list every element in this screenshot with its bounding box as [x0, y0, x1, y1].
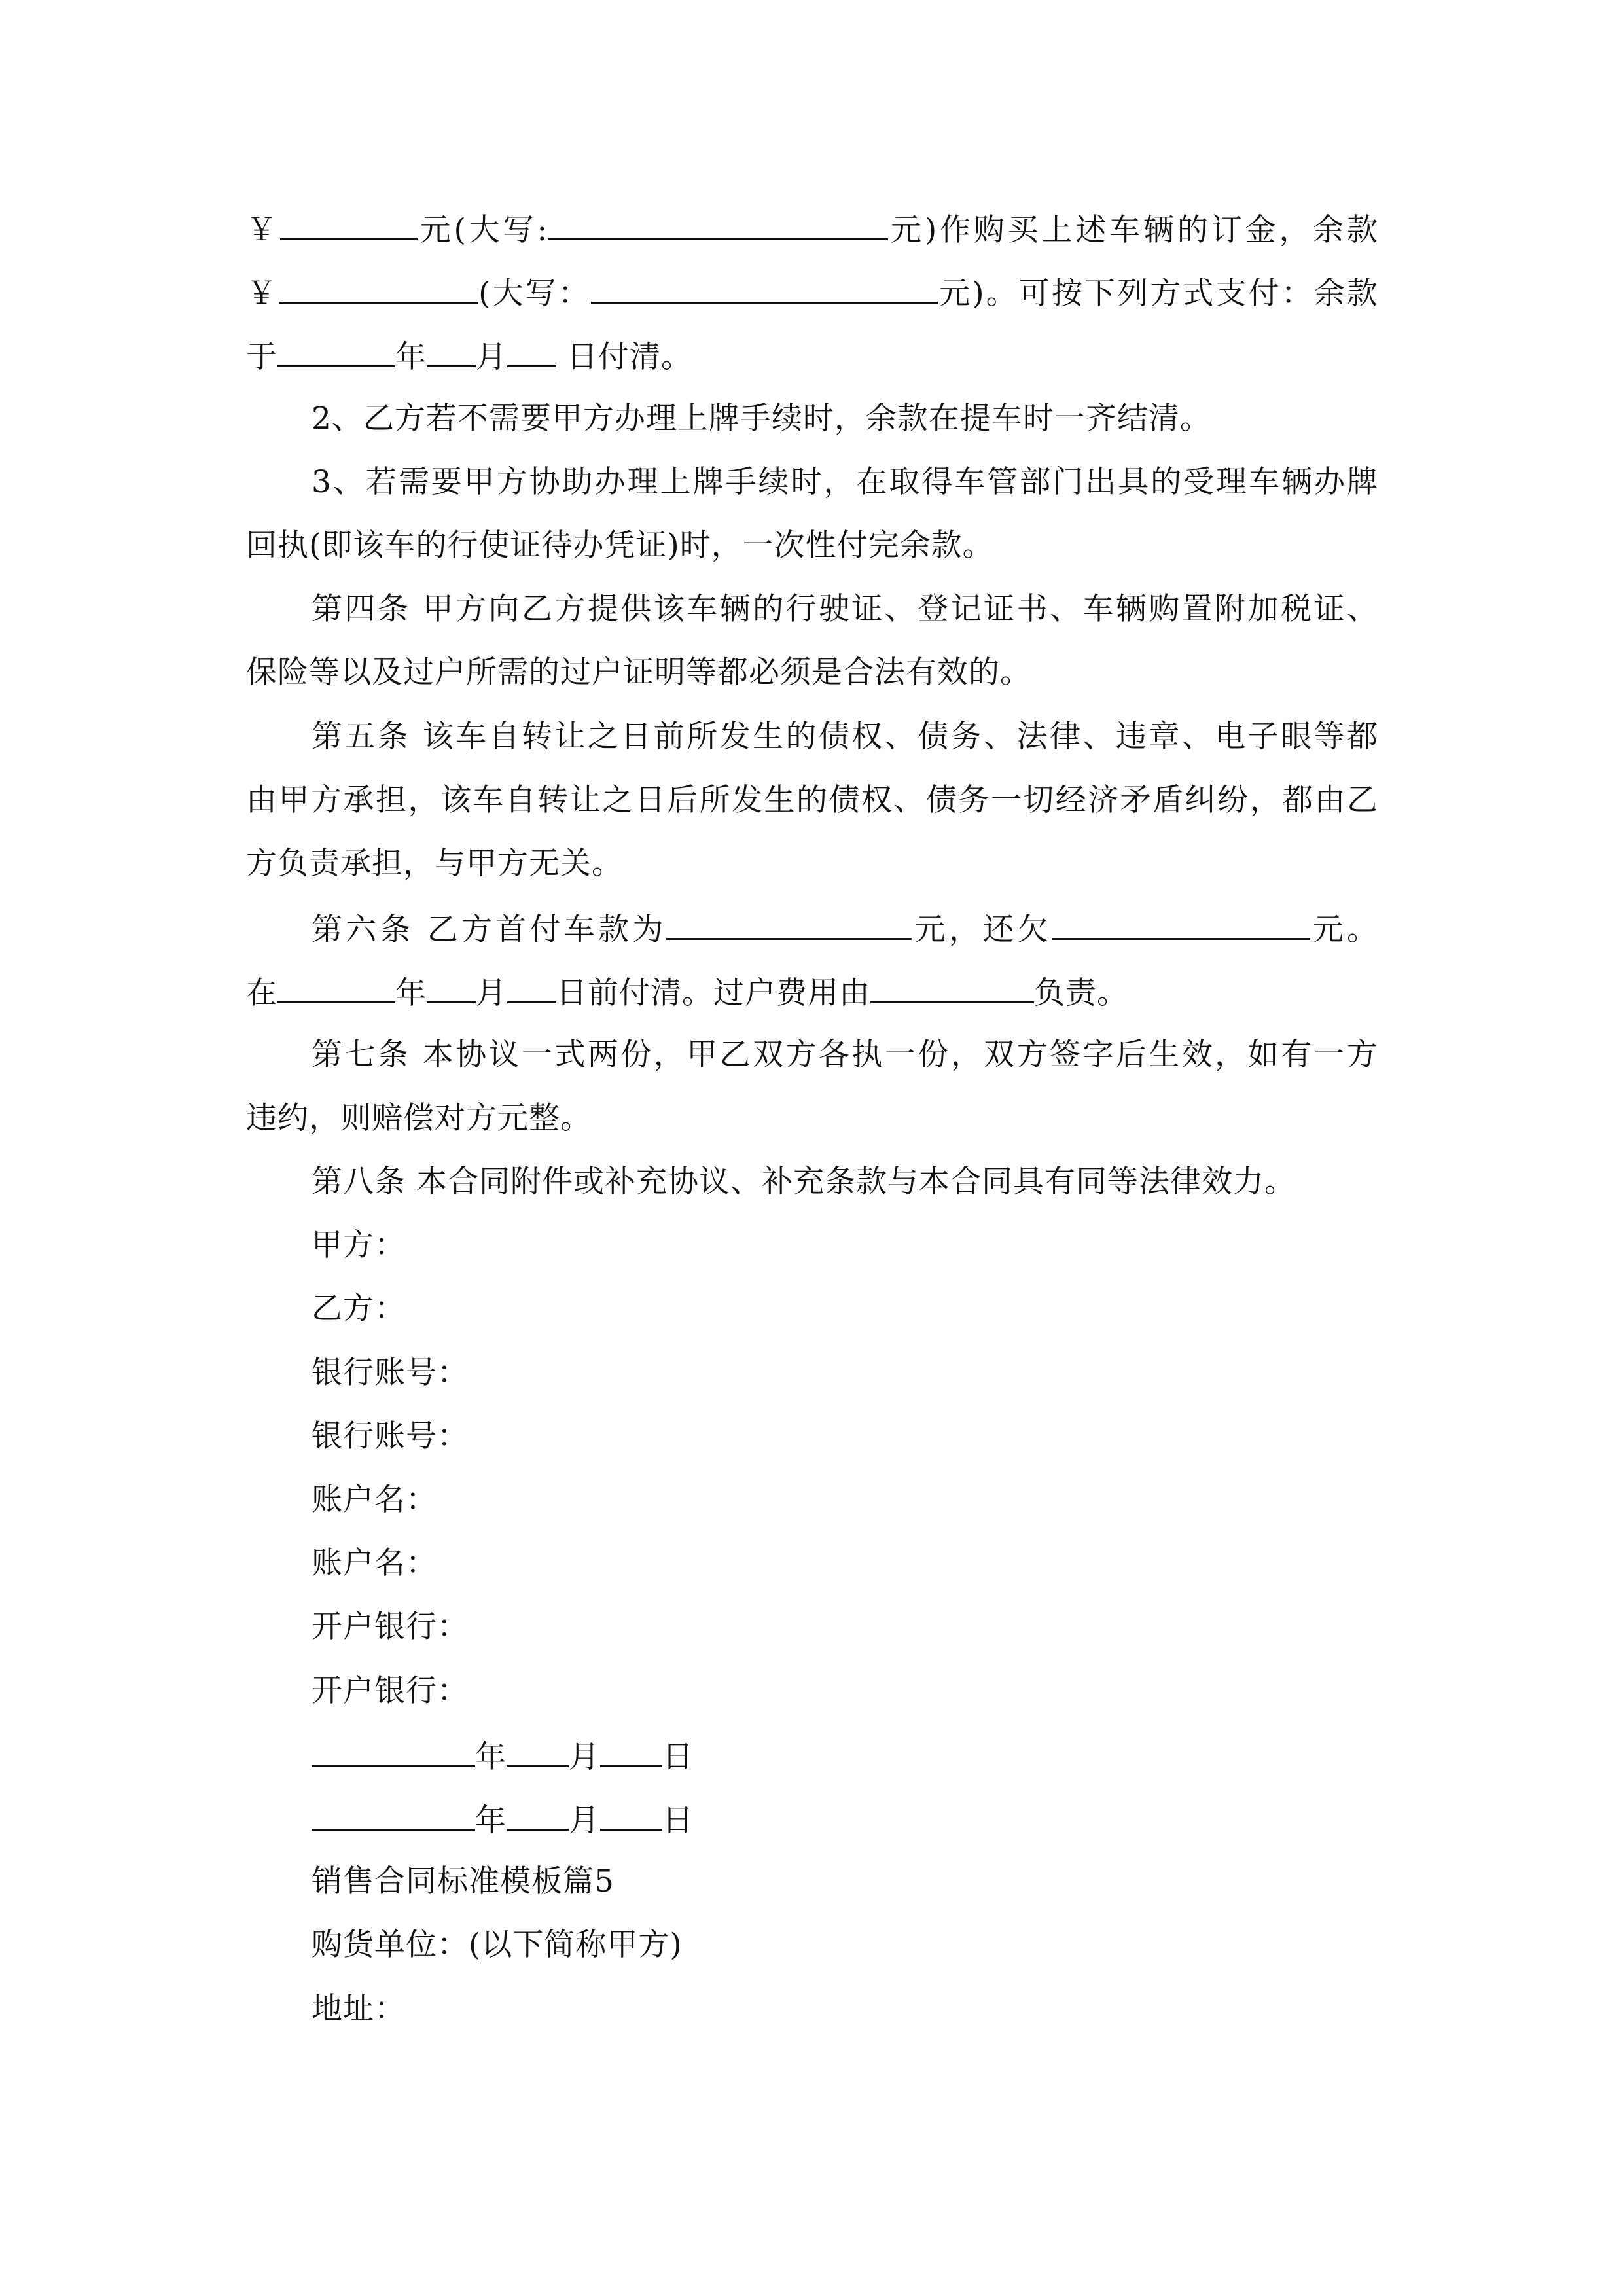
- sign-month-blank-b: [507, 1799, 569, 1831]
- payment-due-date-line: 于 年 月 日付清。: [246, 335, 1378, 374]
- sign-year-blank-a: [312, 1735, 475, 1767]
- article-6-line: 第六条 乙方首付车款为 元，还欠 元。: [312, 908, 1378, 947]
- outstanding-amount-blank: [1052, 908, 1310, 940]
- party-b-label: 乙方：: [312, 1291, 406, 1327]
- account-name-label-a: 账户名：: [312, 1482, 437, 1518]
- pay-day-blank: [507, 971, 556, 1003]
- sign-month-blank-a: [507, 1735, 569, 1767]
- article-7-text: 第七条 本协议一式两份，甲乙双方各执一份，双方签字后生效，如有一方: [312, 1037, 1378, 1073]
- clause-3-text-cont: 回执(即该车的行使证待办凭证)时，一次性付完余款。: [246, 528, 994, 564]
- section-title: 销售合同标准模板篇5: [312, 1863, 615, 1899]
- account-name-label-b: 账户名：: [312, 1545, 437, 1581]
- clause-3-text: 3、若需要甲方协助办理上牌手续时，在取得车管部门出具的受理车辆办牌: [312, 464, 1378, 500]
- bank-account-label-a: 银行账号：: [312, 1355, 469, 1391]
- balance-uppercase-blank: [591, 272, 938, 304]
- article-5-text-end: 方负责承担，与甲方无关。: [246, 846, 623, 882]
- sign-year-blank-b: [312, 1799, 475, 1831]
- due-day-blank: [507, 335, 556, 367]
- pay-month-blank: [427, 971, 476, 1003]
- due-month-blank: [427, 335, 476, 367]
- deposit-uppercase-blank: [548, 208, 888, 240]
- article-7-text-cont: 违约，则赔偿对方元整。: [246, 1100, 592, 1136]
- transfer-fee-party-blank: [870, 971, 1034, 1003]
- signature-date-b: 年 月 日: [312, 1799, 1444, 1838]
- party-a-label: 甲方：: [312, 1227, 406, 1263]
- purchaser-label: 购货单位：(以下简称甲方): [312, 1927, 683, 1963]
- due-year-blank: [277, 335, 395, 367]
- opening-bank-label-a: 开户银行：: [312, 1609, 469, 1645]
- down-payment-blank: [666, 908, 912, 940]
- pay-year-blank: [277, 971, 395, 1003]
- article-8-text: 第八条 本合同附件或补充协议、补充条款与本合同具有同等法律效力。: [312, 1164, 1296, 1200]
- sign-day-blank-b: [600, 1799, 662, 1831]
- payment-balance-line: ￥ (大写： 元)。可按下列方式支付：余款: [246, 272, 1378, 311]
- sign-day-blank-a: [600, 1735, 662, 1767]
- article-4-text: 第四条 甲方向乙方提供该车辆的行驶证、登记证书、车辆购置附加税证、: [312, 591, 1378, 627]
- article-4-text-cont: 保险等以及过户所需的过户证明等都必须是合法有效的。: [246, 655, 1031, 691]
- clause-2-text: 2、乙方若不需要甲方办理上牌手续时，余款在提车时一齐结清。: [312, 401, 1211, 437]
- article-5-text: 第五条 该车自转让之日前所发生的债权、债务、法律、违章、电子眼等都: [312, 719, 1378, 755]
- signature-date-a: 年 月 日: [312, 1735, 1444, 1774]
- deposit-amount-blank: [280, 208, 418, 240]
- article-5-text-cont: 由甲方承担，该车自转让之日后所发生的债权、债务一切经济矛盾纠纷，都由乙: [246, 782, 1378, 818]
- opening-bank-label-b: 开户银行：: [312, 1673, 469, 1709]
- address-label: 地址：: [312, 1991, 406, 2027]
- payment-deposit-line: ￥ 元(大写: 元)作购买上述车辆的订金，余款: [246, 208, 1378, 247]
- bank-account-label-b: 银行账号：: [312, 1418, 469, 1454]
- balance-amount-blank: [279, 272, 478, 304]
- article-6-line-cont: 在 年 月 日前付清。过户费用由 负责。: [246, 971, 1378, 1011]
